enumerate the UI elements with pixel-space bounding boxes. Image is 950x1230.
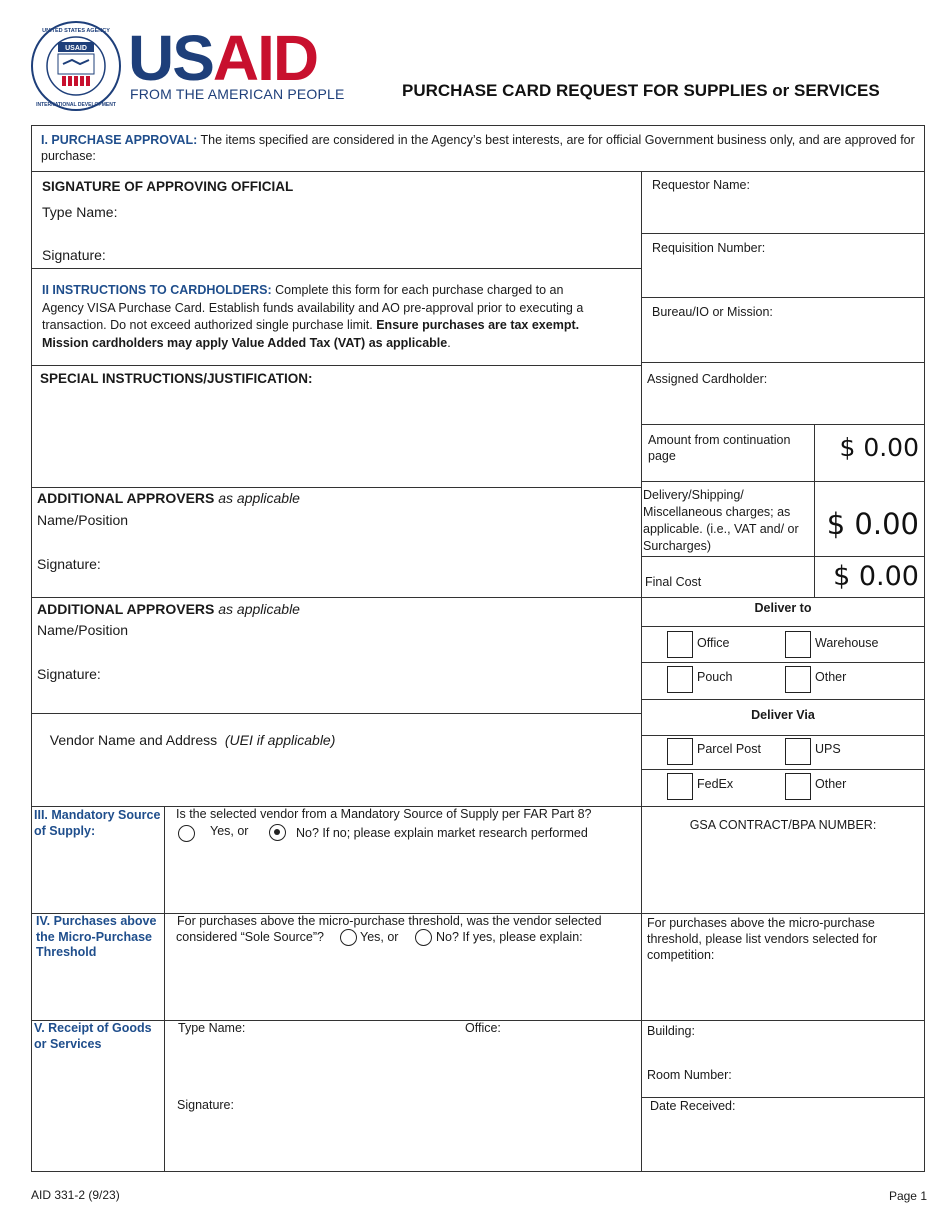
approving-type-name-field[interactable] [125, 200, 630, 222]
deliver-via-fedex-checkbox[interactable] [667, 773, 693, 800]
deliver-via-parcel-label: Parcel Post [697, 742, 761, 756]
final-cost-value[interactable]: $ 0.00 [833, 561, 919, 592]
receipt-room-label: Room Number: [647, 1068, 732, 1082]
additional-approvers-2-signature-field[interactable] [110, 662, 635, 684]
sole-source-no-radio[interactable] [415, 929, 432, 946]
requestor-name-field[interactable] [648, 196, 920, 230]
cardholder-instructions: II INSTRUCTIONS TO CARDHOLDERS: Complete this form for each purchase charged to an Agency VISA Purchase Card. Establish funds availability and AO pre-approval prior to executing a transaction. Do not exceed authorized single purchase limit. Ensure purchases are tax exempt. Mission cardholders may apply Value Added Tax (VAT) as applicable. [42, 283, 584, 350]
deliver-via-title: Deliver Via [751, 708, 815, 722]
additional-approvers-1-title: ADDITIONAL APPROVERS as applicable [37, 490, 300, 506]
additional-approvers-2-signature-label: Signature: [37, 666, 101, 682]
vendor-name-address-field[interactable] [38, 737, 636, 801]
deliver-to-pouch-label: Pouch [697, 670, 733, 684]
continuation-amount-value[interactable]: $ 0.00 [839, 433, 919, 462]
gsa-contract-field[interactable] [648, 838, 920, 908]
special-instructions-field[interactable] [36, 392, 636, 482]
final-cost-label: Final Cost [645, 575, 702, 589]
market-research-field[interactable] [170, 845, 636, 909]
approving-signature-label: Signature: [42, 247, 106, 263]
additional-approvers-1-name-label: Name/Position [37, 512, 129, 528]
receipt-type-name-label: Type Name: [178, 1021, 246, 1035]
requisition-number-label: Requisition Number: [652, 241, 766, 255]
deliver-via-ups-checkbox[interactable] [785, 738, 811, 765]
logo-us: US [128, 22, 213, 94]
special-instructions-title: SPECIAL INSTRUCTIONS/JUSTIFICATION: [40, 371, 313, 386]
vendor-name-address-label: Vendor Name and Address (UEI if applicable) [49, 732, 336, 748]
deliver-via-other-label: Other [815, 777, 847, 791]
sole-source-no-label: No? If yes, please explain: [436, 930, 583, 944]
mandatory-source-yes-label: Yes, or [210, 824, 249, 838]
deliver-to-office-checkbox[interactable] [667, 631, 693, 658]
mandatory-source-yes-radio[interactable] [178, 825, 195, 842]
purchase-approval-text: I. PURCHASE APPROVAL: The items specified are considered in the Agency’s best interests, are for official Government business only, and are approved for purchase: [41, 133, 915, 163]
deliver-via-fedex-label: FedEx [697, 777, 734, 791]
sole-source-yes-radio[interactable] [340, 929, 357, 946]
bureau-mission-field[interactable] [648, 323, 920, 358]
svg-text:UNITED STATES AGENCY: UNITED STATES AGENCY [42, 28, 110, 34]
additional-approvers-2-name-field[interactable] [135, 618, 635, 640]
sole-source-explain-field[interactable] [170, 952, 636, 1016]
additional-approvers-1-signature-field[interactable] [110, 552, 635, 574]
instructions-label: II INSTRUCTIONS TO CARDHOLDERS: [42, 283, 272, 297]
continuation-amount-label: Amount from continuation page [648, 433, 791, 463]
additional-approvers-2-title: ADDITIONAL APPROVERS as applicable [37, 601, 300, 617]
approving-official-title: SIGNATURE OF APPROVING OFFICIAL [42, 179, 294, 194]
deliver-via-other-checkbox[interactable] [785, 773, 811, 800]
approving-type-name-label: Type Name: [42, 204, 118, 220]
assigned-cardholder-field[interactable] [645, 390, 920, 420]
competition-vendors-label: For purchases above the micro-purchase threshold, please list vendors selected for competition: [647, 916, 877, 962]
page-number: Page 1 [888, 1189, 927, 1203]
mandatory-source-no-label: No? If no; please explain market research performed [296, 826, 588, 840]
sole-source-question-line1: For purchases above the micro-purchase threshold, was the vendor selected [177, 914, 602, 928]
date-received-label: Date Received: [650, 1099, 736, 1113]
svg-text:USAID: USAID [65, 45, 87, 52]
logo-tagline: FROM THE AMERICAN PEOPLE [130, 86, 345, 102]
requestor-name-label: Requestor Name: [652, 178, 750, 192]
gsa-contract-label: GSA CONTRACT/BPA NUMBER: [689, 818, 877, 832]
receipt-building-field[interactable] [705, 1022, 920, 1062]
additional-approvers-2-name-label: Name/Position [37, 622, 129, 638]
form-title: PURCHASE CARD REQUEST FOR SUPPLIES or SERVICES [402, 81, 880, 100]
additional-approvers-1-signature-label: Signature: [37, 556, 101, 572]
deliver-via-parcel-checkbox[interactable] [667, 738, 693, 765]
receipt-office-label: Office: [465, 1021, 501, 1035]
deliver-via-ups-label: UPS [815, 742, 841, 756]
competition-vendors-field[interactable] [648, 952, 920, 1016]
receipt-type-name-field[interactable] [250, 1018, 455, 1078]
deliver-to-other-label: Other [815, 670, 847, 684]
receipt-signature-label: Signature: [177, 1098, 234, 1112]
logo-aid: AID [212, 22, 318, 94]
receipt-room-field[interactable] [740, 1064, 920, 1094]
assigned-cardholder-label: Assigned Cardholder: [647, 372, 768, 386]
approving-signature-field[interactable] [115, 243, 630, 265]
receipt-office-field[interactable] [510, 1018, 636, 1078]
date-received-field[interactable] [648, 1117, 920, 1167]
sole-source-question-line2: considered “Sole Source”? [176, 930, 324, 944]
bureau-mission-label: Bureau/IO or Mission: [652, 305, 773, 319]
sole-source-yes-label: Yes, or [360, 930, 399, 944]
receipt-label: V. Receipt of Goods or Services [34, 1021, 152, 1051]
svg-text:INTERNATIONAL DEVELOPMENT: INTERNATIONAL DEVELOPMENT [36, 102, 116, 108]
purchase-approval-label: I. PURCHASE APPROVAL: [41, 133, 198, 147]
usaid-logo-wordmark [128, 22, 318, 94]
form-number: AID 331-2 (9/23) [31, 1188, 120, 1202]
deliver-to-office-label: Office [697, 636, 730, 650]
deliver-to-other-checkbox[interactable] [785, 666, 811, 693]
mandatory-source-label: III. Mandatory Source of Supply: [34, 808, 161, 838]
deliver-to-warehouse-label: Warehouse [815, 636, 879, 650]
micro-purchase-label: IV. Purchases above the Micro-Purchase Threshold [36, 914, 157, 959]
receipt-building-label: Building: [647, 1024, 695, 1038]
additional-approvers-1-name-field[interactable] [135, 508, 635, 530]
usaid-seal [30, 20, 122, 112]
deliver-to-warehouse-checkbox[interactable] [785, 631, 811, 658]
delivery-charges-value[interactable]: $ 0.00 [826, 507, 919, 541]
mandatory-source-question: Is the selected vendor from a Mandatory Source of Supply per FAR Part 8? [176, 807, 592, 821]
mandatory-source-no-radio[interactable] [269, 824, 286, 841]
deliver-to-pouch-checkbox[interactable] [667, 666, 693, 693]
delivery-charges-label: Delivery/Shipping/ Miscellaneous charges; as applicable. (i.e., VAT and/ or Surcharges) [643, 488, 799, 553]
requisition-number-field[interactable] [648, 259, 920, 293]
receipt-signature-field[interactable] [240, 1096, 636, 1168]
deliver-to-title: Deliver to [754, 601, 812, 615]
